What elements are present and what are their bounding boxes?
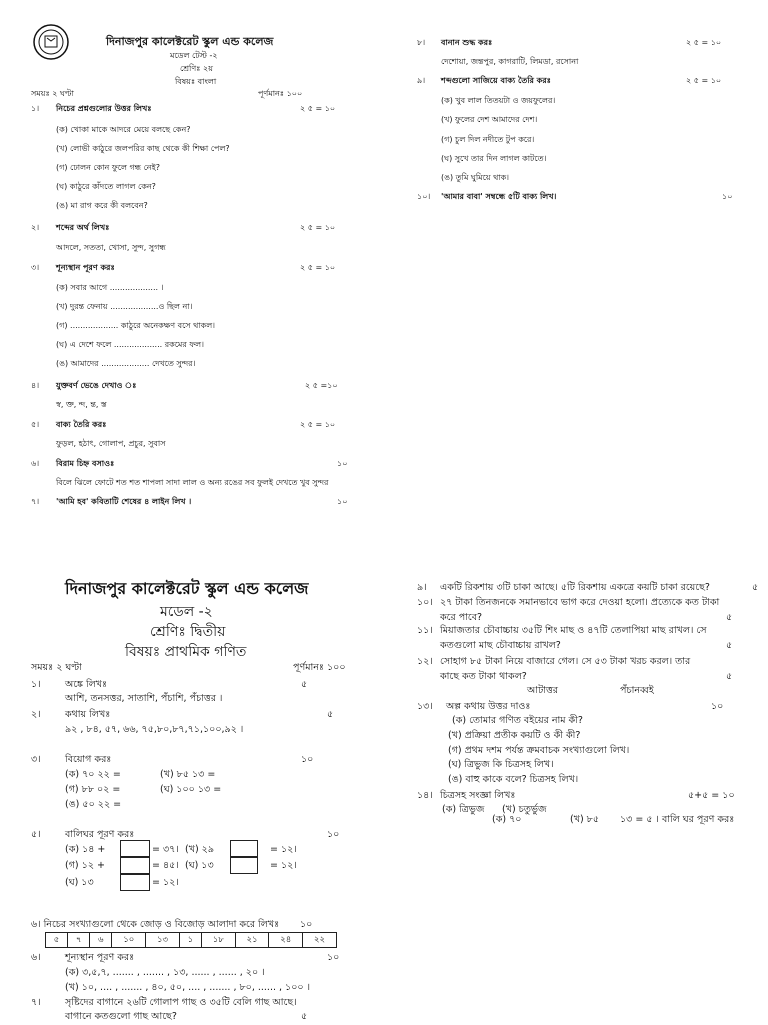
p2-q3-line: (গ) ৮৮ ০২ = xyxy=(65,784,121,795)
p1-q2-marks: ২ ৫ = ১০ xyxy=(300,223,336,232)
p2-q3-num: ৩। xyxy=(31,754,41,765)
p2-q13-line: (গ) প্রথম দশম পর্যন্ত ক্রমবাচক সংখ্যাগুলো লিখ। xyxy=(448,745,630,756)
p1-q2-line: আদলে, সততা, খোসা, সুন্দ, সুগন্ধ xyxy=(56,243,166,252)
p2-q3-line: (ক) ৭০ ২২ = xyxy=(65,769,121,780)
p2-q2-num: ২। xyxy=(31,709,41,720)
p2-q4-r2a: (গ) ১২ + xyxy=(65,860,105,871)
p1-q4-title: যুক্তবর্ণ ভেঙে দেখাও ঃ xyxy=(56,381,137,390)
p1-q5-marks: ২ ৫ = ১০ xyxy=(300,420,336,429)
p2-q11-num: ১১। xyxy=(417,625,433,636)
p1-q3-line: (খ) দুরন্ত ফেনায় ...................ও ছিল না। xyxy=(56,302,193,311)
paper2-class: শ্রেণিঃ দ্বিতীয় xyxy=(150,624,226,640)
p2-q14-num: ১৪। xyxy=(417,790,433,801)
blank-box[interactable] xyxy=(120,857,150,874)
p1-q7-num: ৭। xyxy=(31,497,40,506)
p2-q4-title: বালিঘর পূরণ করঃ xyxy=(65,829,135,840)
p1-q2-num: ২। xyxy=(31,223,40,232)
p1-q10-num: ১০। xyxy=(417,192,431,201)
p2-q3-line: (ঘ) ১০০ ১৩ = xyxy=(160,784,222,795)
p2-q13-line: (খ) প্রক্রিয়া প্রতীক কয়টি ও কী কী? xyxy=(448,730,581,741)
p2-q6b-title: শূন্যস্থান পূরণ করঃ xyxy=(65,952,135,963)
p1-q8-marks: ২ ৫ = ১০ xyxy=(686,38,722,47)
p1-q1-title: নিচের প্রশ্নগুলোর উত্তর লিখঃ xyxy=(56,104,152,113)
p2-q14-extra2: (খ) ৮৫ xyxy=(570,814,599,825)
paper1-test-title: মডেল টেস্ট -২ xyxy=(170,51,218,60)
p1-q9-line: (ঙ) তুমি ঘুমিয়ে থাক। xyxy=(441,173,510,182)
p2-q4-r2d: = ১২। xyxy=(270,860,297,871)
paper1-subject: বিষয়ঃ বাংলা xyxy=(175,77,217,86)
paper2-test-title: মডেল -২ xyxy=(160,604,213,620)
paper1-class: শ্রেণিঃ ২য় xyxy=(180,64,213,73)
p2-q12-line: সোহাগ ৮৫ টাকা নিয়ে বাজারে গেল। সে ৫৩ টাকা খরচ করল। তার xyxy=(440,656,691,667)
table-cell: ১৮ xyxy=(201,933,235,948)
p2-q6-marks: ১০ xyxy=(300,919,313,930)
p1-q9-title: শব্দগুলো সাজিয়ে বাক্য তৈরি করঃ xyxy=(441,76,551,85)
paper2-time: সময়ঃ ২ ঘণ্টা xyxy=(31,662,82,673)
p2-q13-num: ১৩। xyxy=(417,701,433,712)
p2-q10-line: ২৭ টাকা তিনজনকে সমানভাবে ভাগ করে দেওয়া হলো। প্রত্যেকে কত টাকা xyxy=(440,597,720,608)
p1-q5-num: ৫। xyxy=(31,420,40,429)
p2-q6b-marks: ১০ xyxy=(327,952,340,963)
p1-q1-line: (ঘ) কাঠুরে কাঁদতে লাগল কেন? xyxy=(56,182,156,191)
p1-q3-line: (ঘ) এ দেশে ফলে ................... রকমের ফল। xyxy=(56,340,204,349)
p1-q4-line: স্ব, ক্ত, ন্দ, ন্ত, স্ত xyxy=(56,400,107,409)
p1-q3-title: শূন্যস্থান পূরণ করঃ xyxy=(56,263,115,272)
p1-q1-line: (ঙ) মা রাগ করে কী বলবেন? xyxy=(56,201,148,210)
p2-q3-marks: ১০ xyxy=(301,754,314,765)
number-sequence-table xyxy=(45,932,337,948)
p1-q1-num: ১। xyxy=(31,104,40,113)
p2-q2-title: কথায় লিখঃ xyxy=(65,709,111,720)
p2-q2-marks: ৫ xyxy=(327,709,334,720)
p2-q9-num: ৯। xyxy=(417,582,427,593)
p1-q9-num: ৯। xyxy=(417,76,426,85)
paper1-time: সময়ঃ ২ ঘণ্টা xyxy=(31,89,74,98)
p1-q9-line: (খ) ফুলের দেশ আমাদের দেশ। xyxy=(441,115,538,124)
p2-q2-line: ৯২ , ৮৪, ৫৭, ৬৬, ৭৫,৮০,৮৭,৭১,১০০,৯২ । xyxy=(65,724,244,735)
p1-q4-num: ৪। xyxy=(31,381,40,390)
p2-q13-title: অল্প কথায় উত্তর দাওঃ xyxy=(446,701,531,712)
p1-q3-marks: ২ ৫ = ১০ xyxy=(300,263,336,272)
p2-q7-marks: ৫ xyxy=(301,1011,308,1022)
paper2-full-marks: পূর্ণমানঃ ১০০ xyxy=(293,662,346,673)
p2-q12-note-a: আটাত্তর xyxy=(527,685,559,696)
table-cell: ২৪ xyxy=(269,933,303,948)
p1-q9-marks: ২ ৫ = ১০ xyxy=(686,76,722,85)
p2-q10-num: ১০। xyxy=(417,597,433,608)
p1-q9-line: (ঘ) সুখে তার দিন লাগল কাটতে। xyxy=(441,154,547,163)
p1-q1-marks: ২ ৫ = ১০ xyxy=(300,104,336,113)
table-cell: ২২ xyxy=(303,933,337,948)
table-cell: ২১ xyxy=(235,933,269,948)
p2-q10-marks: ৫ xyxy=(726,612,733,623)
p2-q4-r3b: = ১২। xyxy=(152,877,179,888)
p2-q1-title: অঙ্কে লিখঃ xyxy=(65,679,108,690)
p2-q4-r2c: (ঘ) ১৩ xyxy=(185,860,214,871)
p2-q6b-num: ৬। xyxy=(31,952,41,963)
p2-q11-line: কতগুলো মাছ চৌবাচ্চায় রাখল? xyxy=(440,640,561,651)
p1-q3-line: (ক) সবার আগে ................... । xyxy=(56,283,164,292)
p1-q10-title: 'আমার বাবা' সম্বন্ধে ৫টি বাক্য লিখ। xyxy=(441,192,557,201)
p1-q3-line: (গ) ................... কাঠুরে অনেকক্ষণ বসে থাকল। xyxy=(56,321,216,330)
p1-q10-marks: ১০ xyxy=(722,192,733,201)
p2-q3-title: বিয়োগ করঃ xyxy=(65,754,112,765)
p1-q5-title: বাক্য তৈরি করঃ xyxy=(56,420,107,429)
p1-q8-line: দেশোয়া, জন্তপুর, কাগরাটি, লিমডা, রসোনা xyxy=(441,57,579,66)
p2-q14-a: (ক) ত্রিভুজ xyxy=(442,804,485,815)
p1-q4-marks: ২ ৫ =১০ xyxy=(305,381,338,390)
p2-q12-num: ১২। xyxy=(417,656,433,667)
p2-q4-r1d: = ১২। xyxy=(270,844,297,855)
p2-q13-line: (ক) তোমার গণিত বইয়ের নাম কী? xyxy=(452,715,583,726)
table-cell: ১০ xyxy=(112,933,146,948)
p2-q7-num: ৭। xyxy=(31,997,41,1008)
p2-q1-line: আশি, তনসত্তর, সাতাশি, পঁচাশি, পঁচাত্তর । xyxy=(65,693,223,704)
p2-q14-marks: ৫+৫ = ১০ xyxy=(688,790,735,801)
p2-q13-line: (ঘ) ত্রিভুজ কি চিত্রসহ লিখ। xyxy=(448,759,554,770)
p2-q4-r3a: (ঘ) ১৩ xyxy=(65,877,94,888)
p2-q3-line: (খ) ৮৫ ১৩ = xyxy=(160,769,216,780)
p2-q6-text: ৬। নিচের সংখ্যাগুলো থেকে জোড় ও বিজোড় আলাদা করে লিখঃ xyxy=(31,919,280,930)
p2-q4-r1b: = ৩৭। xyxy=(152,844,179,855)
p1-q8-title: বানান শুদ্ধ করঃ xyxy=(441,38,493,47)
blank-box[interactable] xyxy=(230,857,258,874)
p1-q9-line: (ক) খুব লাল তিতয়টা ও জয়ফুলের। xyxy=(441,96,556,105)
p1-q7-marks: ১০ xyxy=(337,497,348,506)
p1-q6-num: ৬। xyxy=(31,459,40,468)
p2-q9-marks: ৫ xyxy=(752,582,759,593)
table-cell: ১ xyxy=(179,933,201,948)
p2-q11-line: মিয়াজতার চৌবাচ্চায় ৩৫টি শিং মাছ ও ৪৭টি তেলাপিয়া মাছ রাখল। সে xyxy=(440,625,707,636)
paper2-subject: বিষয়ঃ প্রাথমিক গণিত xyxy=(125,644,247,660)
p2-q14-extra3: ১৩ = ৫ । বালি ঘর পূরণ করঃ xyxy=(620,814,735,825)
p2-q9-text: একটি রিকশায় ৩টি চাকা আছে। ৫টি রিকশায় একত্রে কয়টি চাকা রয়েছে? xyxy=(440,582,710,593)
blank-box[interactable] xyxy=(120,840,150,857)
p1-q2-title: শব্দের অর্থ লিখঃ xyxy=(56,223,110,232)
p1-q6-line: বিলে ঝিলে ফোটে শত শত শাপলা সাদা লাল ও অন্য রঙের সব ফুলই দেখতে খুব সুন্দর xyxy=(56,478,329,487)
p2-q14-extra1: (ক) ৭০ xyxy=(492,814,522,825)
p1-q9-line: (গ) চুল দিল নদীতে টুপ করে। xyxy=(441,135,535,144)
p2-q3-line: (ঙ) ৫০ ২২ = xyxy=(65,799,122,810)
p2-q14-title: চিত্রসহ সংজ্ঞা লিখঃ xyxy=(440,790,516,801)
p2-q13-marks: ১০ xyxy=(711,701,724,712)
p2-q6b-line: (ক) ৩,৫,৭, ....... , ....... , ১৩, ...... , ...... , ২০ । xyxy=(65,967,265,978)
p1-q6-marks: ১০ xyxy=(337,459,348,468)
blank-box[interactable] xyxy=(230,840,258,857)
paper1-school-name: দিনাজপুর কালেক্টরেট স্কুল এন্ড কলেজ xyxy=(106,35,274,48)
p2-q4-r2b: = ৪৫। xyxy=(152,860,179,871)
p2-q1-marks: ৫ xyxy=(301,679,308,690)
p2-q7-line: সৃষ্টিদের বাগানে ২৬টি গোলাপ গাছ ও ৩৫টি বেলি গাছ আছে। xyxy=(65,997,297,1008)
p2-q13-line: (ঙ) বাহু কাকে বলে? চিত্রসহ লিখ। xyxy=(448,774,579,785)
p1-q3-line: (ঙ) আমাদের ................... দেখতে সুন্দর। xyxy=(56,359,196,368)
table-cell: ১৩ xyxy=(146,933,180,948)
p2-q4-marks: ১০ xyxy=(327,829,340,840)
p2-q6b-line: (খ) ১০, .... , ....... , ৪০, ৫০, .... , ....... , ৮০, ...... , ১০০ । xyxy=(65,982,310,993)
p2-q11-marks: ৫ xyxy=(726,640,733,651)
blank-box[interactable] xyxy=(120,874,150,891)
p2-q1-num: ১। xyxy=(31,679,41,690)
p1-q1-line: (গ) ঢোলন কোন ফুলে গন্ধ নেই? xyxy=(56,163,160,172)
p2-q12-note-b: পঁচানব্বই xyxy=(620,685,654,696)
table-cell: ৬ xyxy=(90,933,112,948)
table-cell: ৭ xyxy=(68,933,90,948)
table-cell: ৫ xyxy=(46,933,68,948)
p1-q6-title: বিরাম চিহ্ন বসাওঃ xyxy=(56,459,115,468)
p1-q8-num: ৮। xyxy=(417,38,426,47)
p2-q10-line: করে পাবে? xyxy=(440,612,483,623)
p1-q3-num: ৩। xyxy=(31,263,40,272)
p2-q4-num: ৫। xyxy=(31,829,41,840)
p2-q12-line: কাছে কত টাকা থাকল? xyxy=(440,671,527,682)
paper1-full-marks: পূর্ণমানঃ ১০০ xyxy=(258,89,303,98)
p2-q4-r1c: (খ) ২৯ xyxy=(185,844,215,855)
p2-q12-marks: ৫ xyxy=(726,671,733,682)
p1-q1-line: (ক) খোকা মাকে আদরে মেয়ে বলছে কেন? xyxy=(56,125,191,134)
p1-q1-line: (খ) লোভী কাঠুরে জলপরির কাছ থেকে কী শিক্ষা পেল? xyxy=(56,144,230,153)
p2-q14-b: (খ) চতুর্ভুজ xyxy=(502,804,547,815)
paper2-school-name: দিনাজপুর কালেক্টরেট স্কুল এন্ড কলেজ xyxy=(65,579,309,598)
p1-q7-title: 'আমি হব' কবিতাটি শেষের ৪ লাইন লিখ । xyxy=(56,497,192,506)
p1-q5-line: ফুড়ল, হঠাৎ, গোলাপ, প্রচুর, সুবাস xyxy=(56,439,166,448)
p2-q7-line: বাগানে কতগুলো গাছ আছে? xyxy=(65,1011,177,1022)
p2-q4-r1a: (ক) ১৪ + xyxy=(65,844,106,855)
school-logo-icon xyxy=(33,24,69,60)
